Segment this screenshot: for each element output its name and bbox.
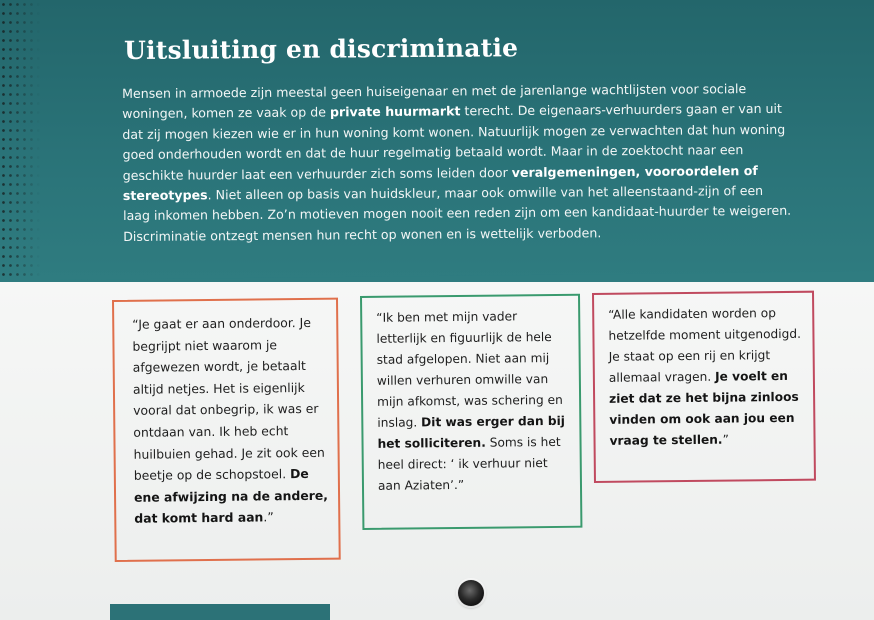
teal-header-panel — [0, 0, 874, 282]
quote-3-bold: Je voelt en ziet dat ze het bijna zinloos vinden om ook aan jou een vraag te stellen. — [609, 368, 799, 448]
intro-paragraph — [122, 79, 793, 248]
quote-1-bold: De ene afwijzing na de andere, dat komt hard aan — [133, 466, 328, 527]
quote-box-3 — [592, 291, 816, 483]
quote-box-2 — [360, 294, 582, 530]
intro-text-3: . Niet alleen op basis van huidskleur, maar ook omwille van het alleenstaand-zijn of een laag inkomen hebben. Zo’n motieven mogen nooit een reden zijn om een kandidaat-huurder te weigeren. Discriminatie ontzegt mensen hun recht op wonen en is wettelijk verboden. — [122, 182, 792, 244]
intro-bold-private-market: private huurmarkt — [329, 103, 461, 120]
quote-1-text: “Je gaat er aan onderdoor. Je begrijpt niet waarom je afgewezen wordt, je betaalt altijd netjes. Het is eigenlijk vooral dat onbegrip, ik was er ontdaan van. Ik heb echt huilbuien gehad. Je zit ook een beetje op de schopstoel. De ene afwijzing na de andere, dat komt hard aan.” — [132, 314, 328, 527]
intro-bold-stereotypes: veralgemeningen, vooroordelen of stereotypes — [122, 162, 758, 204]
intro-text-2: terecht. De eigenaars-verhuurders gaan er van uit dat zij mogen kiezen wie er in hun woning komt wonen. Natuurlijk mogen ze verwachten dat hun woning goed onderhouden wordt en dat de huur regelmatig betaald wordt. Maar in de zoektocht naar een geschikte huurder laat een verhuurder zich soms leiden door — [122, 101, 786, 183]
quote-box-1 — [112, 298, 341, 562]
mounting-screw-icon — [458, 580, 484, 606]
quote-2-text: “Ik ben met mijn vader letterlijk en figuurlijk de hele stad afgelopen. Niet aan mij willen verhuren omwille van mijn afkomst, was schering en inslag. Dit was erger dan bij het solliciteren. Soms is het heel direct: ‘ ik verhuur niet aan Aziaten’.” — [376, 309, 566, 493]
quote-2-bold: Dit was erger dan bij het solliciteren. — [377, 413, 566, 451]
quote-3-text: “Alle kandidaten worden op hetzelfde moment uitgenodigd. Je staat op een rij en krijgt allemaal vragen. Je voelt en ziet dat ze het bijna zinloos vinden om ook aan jou een vraag te stellen.” — [608, 306, 802, 448]
panel-title: Uitsluiting en discriminatie — [124, 33, 519, 65]
intro-text-1: Mensen in armoede zijn meestal geen huiseigenaar en met de jarenlange wachtlijsten voor sociale woningen, komen ze vaak op de — [122, 81, 747, 122]
teal-bottom-strip — [110, 604, 330, 620]
